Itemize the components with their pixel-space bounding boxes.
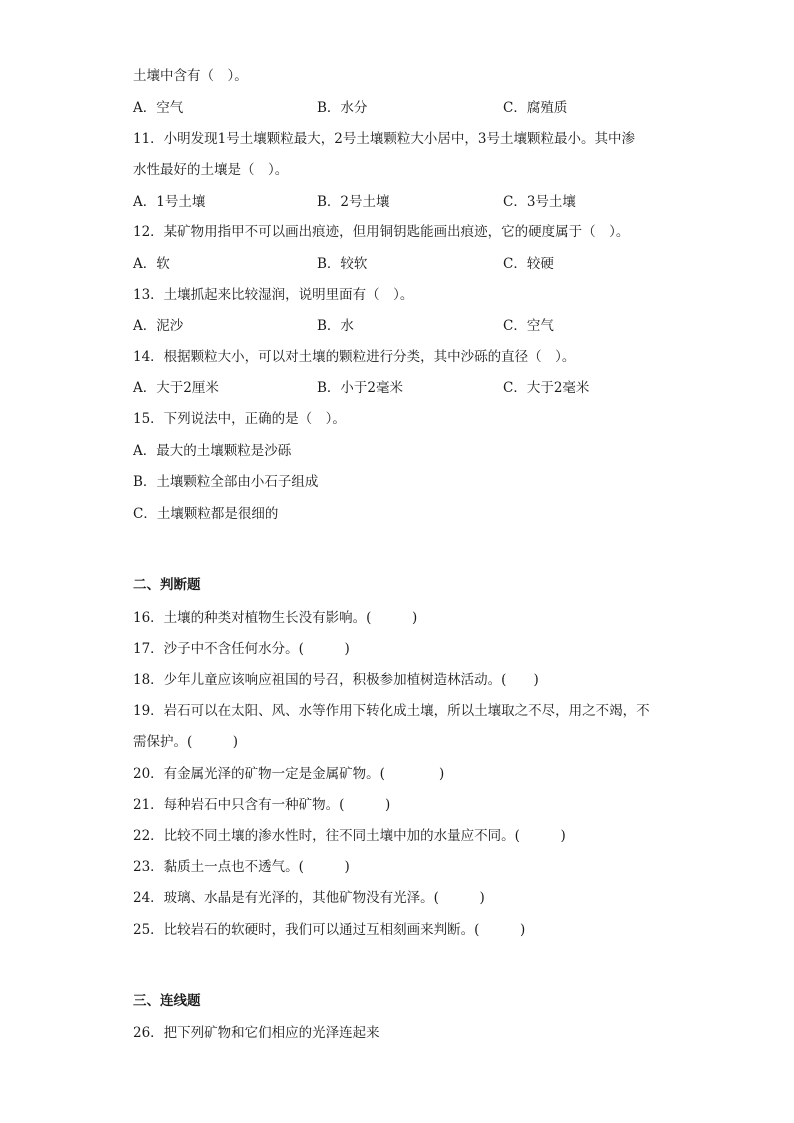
q13-option-a: A．泥沙 [133,318,184,334]
question-11-line-2: 水性最好的土壤是（ ）。 [133,162,289,178]
question-10-stem: 土壤中含有（ ）。 [133,68,248,84]
q11-option-c: C．3号土壤 [503,194,576,210]
section-heading-judgement: 二、判断题 [133,577,201,593]
q14-option-c: C．大于2毫米 [503,380,590,396]
question-18: 18．少年儿童应该响应祖国的号召，积极参加植树造林活动。( ) [133,672,539,688]
q12-option-c: C．较硬 [503,256,554,272]
q10-option-b: B．水分 [317,100,368,116]
q15-option-b: B．土壤颗粒全部由小石子组成 [133,474,319,490]
question-26: 26．把下列矿物和它们相应的光泽连起来 [133,1025,380,1041]
question-24: 24．玻璃、水晶是有光泽的，其他矿物没有光泽。( ) [133,890,485,906]
q10-option-c: C．腐殖质 [503,100,568,116]
question-25: 25．比较岩石的软硬时，我们可以通过互相刻画来判断。( ) [133,922,526,938]
q11-option-a: A．1号土壤 [133,194,206,210]
q13-option-b: B．水 [317,318,354,334]
q12-option-b: B．较软 [317,256,368,272]
question-20: 20．有金属光泽的矿物一定是金属矿物。( ) [133,766,445,782]
question-21: 21．每种岩石中只含有一种矿物。( ) [133,797,391,813]
q10-option-a: A．空气 [133,100,184,116]
question-17: 17．沙子中不含任何水分。( ) [133,641,350,657]
question-19-line-2: 需保护。( ) [133,734,239,750]
question-12: 12．某矿物用指甲不可以画出痕迹，但用铜钥匙能画出痕迹，它的硬度属于（ ）。 [133,224,630,240]
q13-option-c: C．空气 [503,318,554,334]
q14-option-a: A．大于2厘米 [133,380,219,396]
question-16: 16．土壤的种类对植物生长没有影响。( ) [133,610,418,626]
question-23: 23．黏质土一点也不透气。( ) [133,859,350,875]
section-heading-matching: 三、连线题 [133,993,201,1009]
q15-option-a: A．最大的土壤颗粒是沙砾 [133,443,292,459]
question-11-line-1: 11．小明发现1号土壤颗粒最大，2号土壤颗粒大小居中，3号土壤颗粒最小。其中渗 [133,131,635,147]
question-13: 13．土壤抓起来比较湿润，说明里面有（ ）。 [133,287,414,303]
q11-option-b: B．2号土壤 [317,194,390,210]
question-19-line-1: 19．岩石可以在太阳、风、水等作用下转化成土壤，所以土壤取之不尽，用之不竭，不 [133,703,650,719]
q12-option-a: A．软 [133,256,170,272]
question-14: 14．根据颗粒大小，可以对土壤的颗粒进行分类，其中沙砾的直径（ ）。 [133,349,576,365]
q14-option-b: B．小于2毫米 [317,380,404,396]
q15-option-c: C．土壤颗粒都是很细的 [133,506,279,522]
question-22: 22．比较不同土壤的渗水性时，往不同土壤中加的水量应不同。( ) [133,828,566,844]
question-15: 15．下列说法中，正确的是（ ）。 [133,411,346,427]
